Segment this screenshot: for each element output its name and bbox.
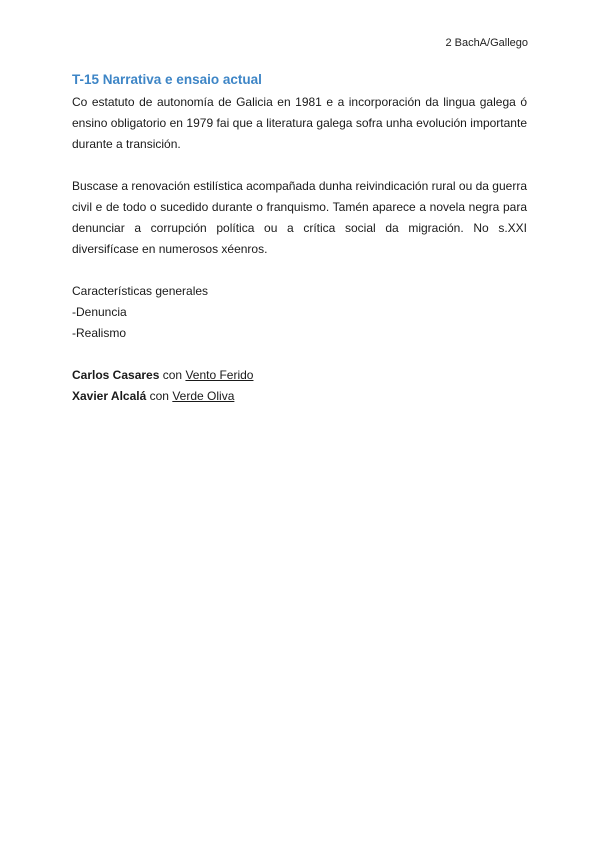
work-title: Verde Oliva: [172, 389, 235, 403]
author-name: Xavier Alcalá: [72, 389, 147, 403]
paragraph-intro: Co estatuto de autonomía de Galicia en 1981 e a incorporación da lingua galega ó ensino obligatorio en 1979 fai que a literatura galega sofra unha evolución importante durante a transición.: [72, 95, 527, 151]
document-body: [72, 70, 527, 407]
reference-line: [72, 365, 527, 386]
characteristics-list: [72, 281, 527, 344]
references-list: [72, 365, 527, 407]
characteristics-heading: Características generales: [72, 284, 209, 298]
list-item: -Denuncia: [72, 305, 127, 319]
reference-line: [72, 386, 527, 407]
page-header-course: 2 BachA/Gallego: [445, 37, 528, 49]
author-name: Carlos Casares: [72, 368, 160, 382]
connector-text: con: [149, 389, 169, 403]
work-title: Vento Ferido: [185, 368, 254, 382]
list-item: -Realismo: [72, 326, 127, 340]
connector-text: con: [162, 368, 183, 382]
paragraph-renovation: Buscase a renovación estilística acompañada dunha reivindicación rural ou da guerra civil e de todo o sucedido durante o franquismo. Tamén aparece a novela negra para denunciar a corrupción política ou a crítica social da migración. No s.XXI diversifícase en numerosos xéenros.: [72, 179, 527, 256]
document-title: T-15 Narrativa e ensaio actual: [72, 72, 262, 87]
